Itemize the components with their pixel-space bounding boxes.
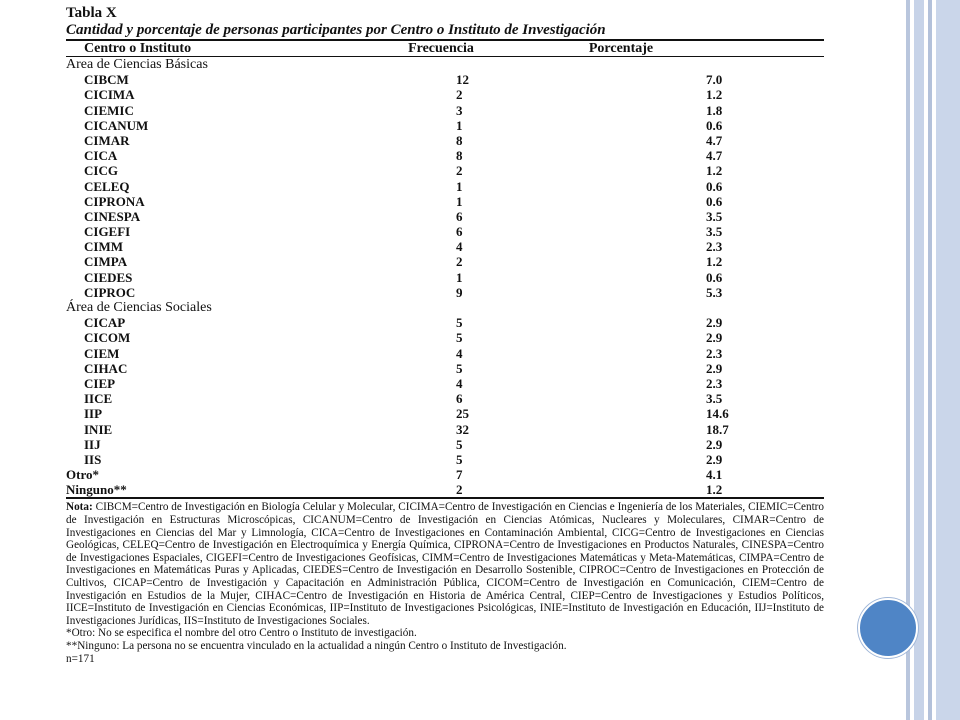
cell-institute: CIEP	[84, 375, 116, 391]
cell-percentage: 7.0	[706, 72, 723, 88]
cell-percentage: 2.9	[706, 330, 723, 346]
cell-percentage: 0.6	[706, 193, 723, 209]
table-row	[66, 254, 824, 269]
note-paragraph	[66, 501, 824, 627]
cell-percentage: 1.2	[706, 254, 723, 270]
note-text: CIBCM=Centro de Investigación en Biología Celular y Molecular, CICIMA=Centro de Investigación en Ciencias e Ingeniería de los Materiales, CIEMIC=Centro de Investigación en Estructuras Microscópicas, CICANUM=Centro de Investigación en Ciencias Atómicas, Nucleares y Moleculares, CIMAR=Centro de Investigaciones en Ciencias del Mar y Limnología, CICA=Centro de Investigaciones en Contaminación Ambiental, CICG=Centro de Investigaciones en Ciencias Geológicas, CELEQ=Centro de Investigación en Electroquímica y Energía Química, CIPRONA=Centro de Investigaciones en Productos Naturales, CINESPA=Centro de Investigaciones Espaciales, CIGEFI=Centro de Investigaciones Geofísicas, CIMM=Centro de Investigaciones Matemáticas y Meta-Matemáticas, CIMPA=Centro de Investigaciones en Matemáticas Puras y Aplicadas, CIEDES=Centro de Investigación en Desarrollo Sostenible, CIPROC=Centro de Investigaciones en Protección de Cultivos, CICAP=Centro de Investigación y Capacitación en Administración Pública, CICOM=Centro de Investigación en Comunicación, CIEM=Centro de Investigación en Estudios de la Mujer, CIHAC=Centro de Investigación en Historia de América Central, CIEP=Centro de Investigaciones y Estudios Políticos, IICE=Instituto de Investigación en Ciencias Económicas, IIP=Instituto de Investigaciones Psicológicas, INIE=Instituto de Investigación en Educación, IIJ=Instituto de Investigaciones Jurídicas, IIS=Instituto de Investigaciones Sociales.	[66, 501, 824, 627]
cell-percentage: 0.6	[706, 117, 723, 133]
cell-frequency: 3	[456, 102, 463, 118]
table-row	[66, 163, 824, 178]
cell-institute: IICE	[84, 391, 113, 407]
table-bottom-rule	[66, 497, 824, 499]
cell-institute: IIP	[84, 406, 103, 422]
cell-frequency: 12	[456, 72, 469, 88]
table-row	[66, 103, 824, 118]
decorative-circle	[858, 598, 918, 658]
table-row	[66, 118, 824, 133]
cell-frequency: 6	[456, 391, 463, 407]
header-percentage: Porcentaje	[588, 41, 654, 56]
cell-frequency: 5	[456, 330, 463, 346]
cell-percentage: 2.9	[706, 360, 723, 376]
table-title: Cantidad y porcentaje de personas participantes por Centro o Instituto de Investigación	[66, 22, 606, 38]
cell-frequency: 1	[456, 269, 463, 285]
cell-percentage: 2.3	[706, 375, 723, 391]
cell-frequency: 32	[456, 421, 469, 437]
cell-institute: Ninguno**	[66, 482, 127, 498]
cell-frequency: 1	[456, 117, 463, 133]
cell-frequency: 2	[456, 482, 463, 498]
table-row	[66, 361, 824, 376]
table-row	[66, 315, 824, 330]
cell-frequency: 5	[456, 360, 463, 376]
table-document	[66, 4, 824, 665]
table-row	[66, 133, 824, 148]
side-bar-stripe	[928, 0, 932, 720]
decorative-side-bars	[906, 0, 960, 720]
cell-institute: INIE	[84, 421, 113, 437]
cell-frequency: 2	[456, 254, 463, 270]
table-row	[66, 285, 824, 300]
cell-percentage: 18.7	[706, 421, 729, 437]
section-heading: Area de Ciencias Básicas	[66, 57, 208, 72]
table-row	[66, 406, 824, 421]
cell-institute: CIEDES	[84, 269, 133, 285]
table-header-row	[66, 41, 824, 56]
cell-frequency: 1	[456, 178, 463, 194]
cell-frequency: 7	[456, 467, 463, 483]
table-row	[66, 87, 824, 102]
cell-percentage: 2.9	[706, 315, 723, 331]
note-key: Nota:	[66, 501, 93, 514]
table-label: Tabla X	[66, 5, 117, 21]
cell-institute: CIMPA	[84, 254, 128, 270]
cell-institute: CELEQ	[84, 178, 130, 194]
cell-frequency: 8	[456, 132, 463, 148]
cell-frequency: 8	[456, 148, 463, 164]
table-row	[66, 239, 824, 254]
table-row	[66, 482, 824, 497]
header-institute: Centro o Instituto	[84, 41, 192, 56]
cell-frequency: 6	[456, 224, 463, 240]
table-row	[66, 194, 824, 209]
cell-institute: CIPRONA	[84, 193, 145, 209]
cell-percentage: 2.3	[706, 345, 723, 361]
cell-percentage: 2.3	[706, 239, 723, 255]
cell-institute: CIGEFI	[84, 224, 131, 240]
cell-percentage: 14.6	[706, 406, 729, 422]
table-row	[66, 209, 824, 224]
cell-frequency: 1	[456, 193, 463, 209]
cell-frequency: 5	[456, 436, 463, 452]
cell-percentage: 0.6	[706, 269, 723, 285]
cell-frequency: 5	[456, 315, 463, 331]
table-row	[66, 437, 824, 452]
cell-frequency: 9	[456, 284, 463, 300]
cell-percentage: 1.2	[706, 87, 723, 103]
footnote-otro: *Otro: No se especifica el nombre del otro Centro o Instituto de investigación.	[66, 627, 417, 640]
cell-percentage: 3.5	[706, 208, 723, 224]
cell-institute: CIEM	[84, 345, 120, 361]
cell-frequency: 4	[456, 239, 463, 255]
cell-institute: CIPROC	[84, 284, 136, 300]
cell-percentage: 2.9	[706, 451, 723, 467]
cell-institute: CICOM	[84, 330, 131, 346]
header-frequency: Frecuencia	[408, 41, 474, 56]
cell-frequency: 25	[456, 406, 469, 422]
table-row	[66, 467, 824, 482]
cell-institute: CIEMIC	[84, 102, 134, 118]
cell-institute: CICIMA	[84, 87, 135, 103]
table-row	[66, 422, 824, 437]
cell-percentage: 4.7	[706, 132, 723, 148]
cell-institute: CICA	[84, 148, 118, 164]
cell-percentage: 4.1	[706, 467, 723, 483]
table-row	[66, 270, 824, 285]
cell-percentage: 3.5	[706, 391, 723, 407]
cell-institute: CIHAC	[84, 360, 128, 376]
cell-frequency: 6	[456, 208, 463, 224]
cell-institute: CINESPA	[84, 208, 141, 224]
table-row	[66, 72, 824, 87]
table-notes	[66, 501, 824, 665]
cell-percentage: 5.3	[706, 284, 723, 300]
cell-percentage: 1.8	[706, 102, 723, 118]
side-bar-stripe	[936, 0, 960, 720]
cell-percentage: 0.6	[706, 178, 723, 194]
cell-institute: Otro*	[66, 467, 99, 483]
table-body	[66, 57, 824, 497]
cell-institute: CIBCM	[84, 72, 129, 88]
table-row	[66, 346, 824, 361]
table-row	[66, 224, 824, 239]
cell-institute: IIS	[84, 451, 102, 467]
cell-institute: CICG	[84, 163, 118, 179]
table-row	[66, 179, 824, 194]
table-row	[66, 330, 824, 345]
table-row	[66, 376, 824, 391]
footnote-ninguno: **Ninguno: La persona no se encuentra vinculado en la actualidad a ningún Centro o Instituto de Investigación.	[66, 639, 567, 652]
cell-institute: CIMM	[84, 239, 123, 255]
cell-institute: CIMAR	[84, 132, 130, 148]
side-bar-stripe	[914, 0, 924, 720]
cell-institute: IIJ	[84, 436, 101, 452]
cell-percentage: 2.9	[706, 436, 723, 452]
table-row	[66, 148, 824, 163]
section-heading: Área de Ciencias Sociales	[66, 300, 212, 315]
cell-institute: CICANUM	[84, 117, 149, 133]
sample-size: n=171	[66, 652, 95, 665]
cell-institute: CICAP	[84, 315, 126, 331]
cell-frequency: 4	[456, 345, 463, 361]
cell-frequency: 2	[456, 87, 463, 103]
cell-frequency: 4	[456, 375, 463, 391]
table-row	[66, 452, 824, 467]
cell-frequency: 5	[456, 451, 463, 467]
cell-percentage: 4.7	[706, 148, 723, 164]
cell-percentage: 1.2	[706, 482, 723, 498]
cell-frequency: 2	[456, 163, 463, 179]
cell-percentage: 3.5	[706, 224, 723, 240]
cell-percentage: 1.2	[706, 163, 723, 179]
table-row	[66, 391, 824, 406]
